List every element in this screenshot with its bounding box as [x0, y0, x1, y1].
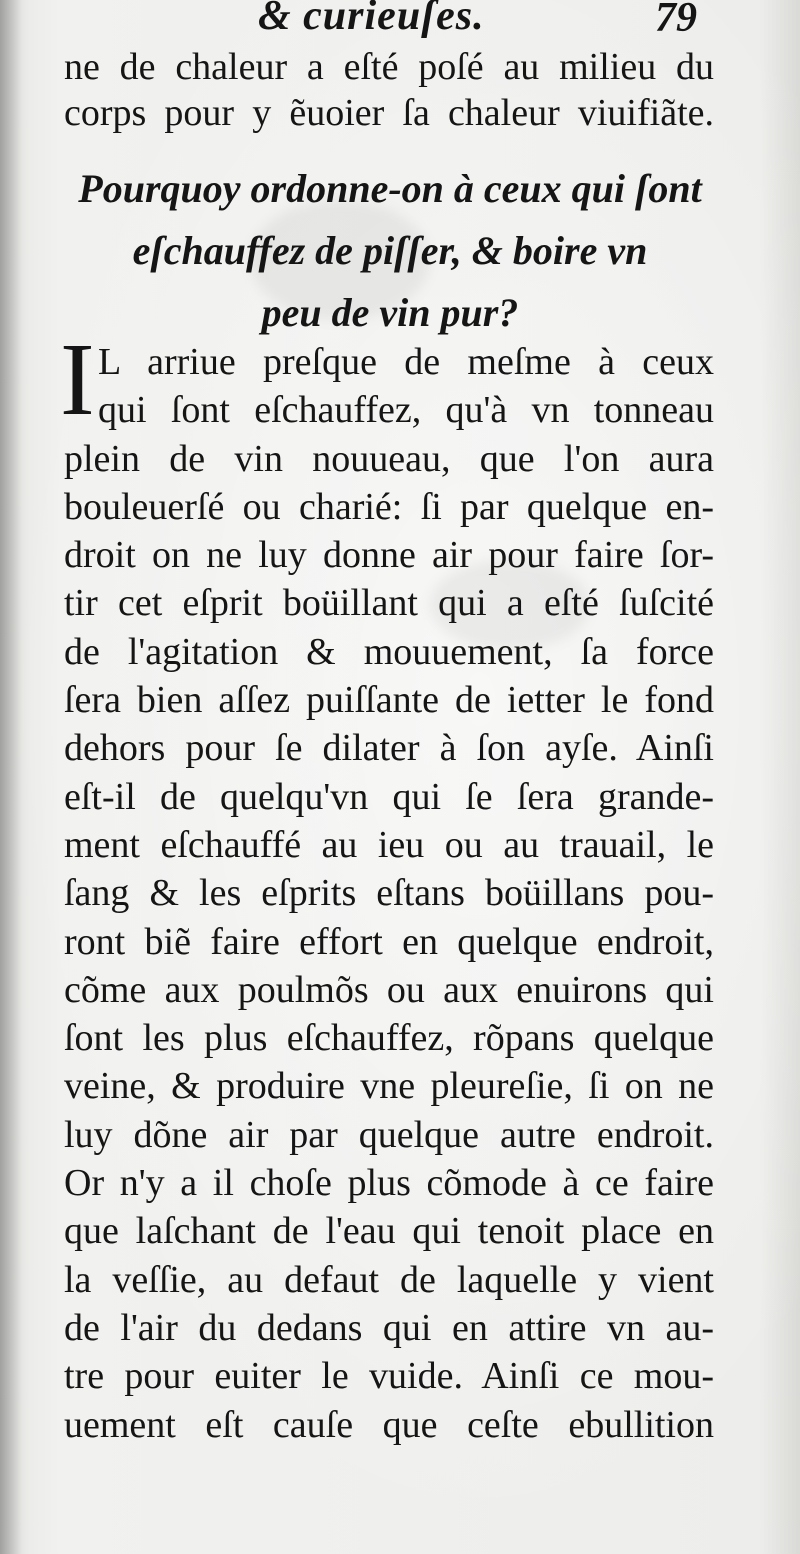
text-line: de l'air du dedans qui en attire vn au-: [64, 1306, 714, 1349]
heading-line: peu de vin pur?: [261, 290, 519, 335]
text-line: corps pour y ẽuoier ſa chaleur viuifiãte.: [64, 92, 714, 134]
text-line: ne de chaleur a eſté poſé au milieu du: [64, 46, 714, 88]
page-number: 79: [655, 0, 697, 41]
text-line: tre pour euiter le vuide. Ainſi ce mou-: [64, 1355, 714, 1398]
text-line: ront biẽ faire effort en quelque endroit,: [64, 920, 714, 963]
text-line: Or n'y a il choſe plus cõmode à ce faire: [64, 1162, 714, 1205]
section-heading: [60, 158, 720, 344]
text-line: bouleuerſé ou charié: ſi par quelque en-: [64, 485, 714, 528]
text-line: droit on ne luy donne air pour faire ſor-: [64, 534, 714, 577]
text-line: que laſchant de l'eau qui tenoit place en: [64, 1210, 714, 1253]
text-line: luy dõne air par quelque autre endroit.: [64, 1113, 714, 1156]
text-line: ſera bien aſſez puiſſante de ietter le fond: [64, 679, 714, 722]
heading-line: eſchauffez de piſſer, & boire vn: [132, 228, 648, 273]
text-line: uement eſt cauſe que ceſte ebullition: [64, 1403, 714, 1446]
running-title: & curieuſes.: [258, 0, 485, 39]
heading-line: Pourquoy ordonne-on à ceux qui ſont: [78, 166, 702, 211]
text-line: veine, & produire vne pleureſie, ſi on ne: [64, 1065, 714, 1108]
text-line: dehors pour ſe dilater à ſon ayſe. Ainſi: [64, 727, 714, 770]
text-line: ſont les plus eſchauffez, rõpans quelque: [64, 1017, 714, 1060]
paragraph: [64, 338, 714, 1449]
text-line: plein de vin nouueau, que l'on aura: [64, 437, 714, 480]
text-line: ment eſchauffé au ieu ou au trauail, le: [64, 823, 714, 866]
carryover-text: [64, 44, 714, 136]
text-line: la veſſie, au defaut de laquelle y vient: [64, 1258, 714, 1301]
text-line: eſt-il de quelqu'vn qui ſe ſera grande-: [64, 775, 714, 818]
text-line: de l'agitation & mouuement, ſa force: [64, 630, 714, 673]
text-line: cõme aux poulmõs ou aux enuirons qui: [64, 968, 714, 1011]
text-line: L arriue preſque de meſme à ceux: [98, 341, 714, 383]
running-head: [0, 0, 800, 41]
text-line: ſang & les eſprits eſtans boüillans pou-: [64, 872, 714, 915]
text-line: qui ſont eſchauffez, qu'à vn tonneau: [98, 389, 714, 432]
drop-cap: I: [60, 322, 95, 437]
text-line: tir cet eſprit boüillant qui a eſté ſuſcité: [64, 582, 714, 625]
